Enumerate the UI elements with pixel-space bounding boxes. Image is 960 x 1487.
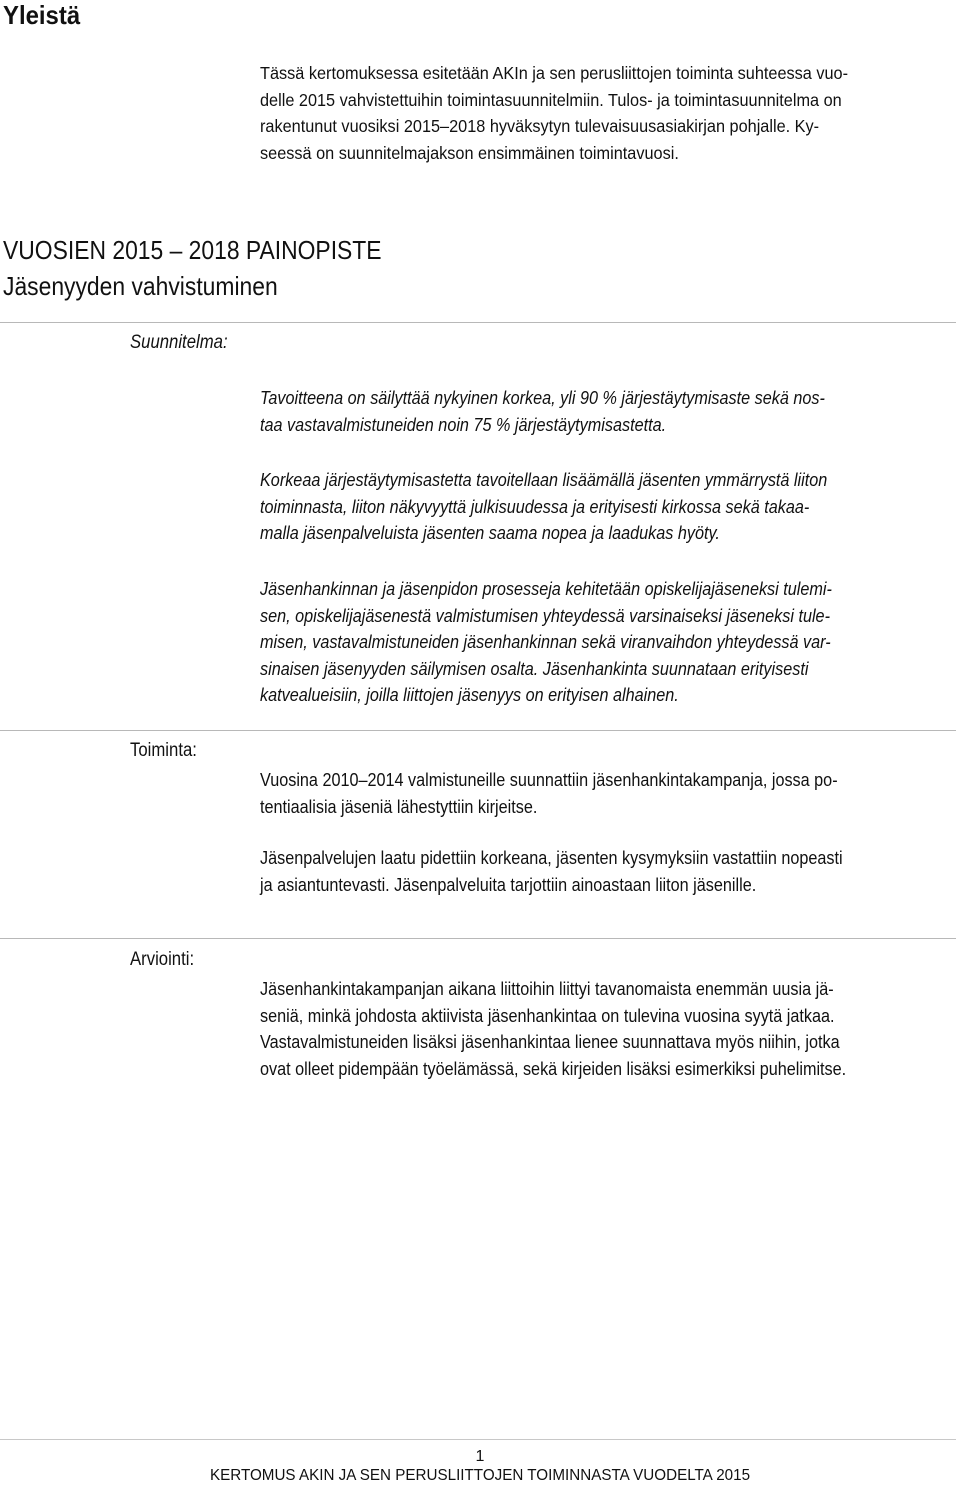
plan-paragraph — [260, 467, 890, 547]
intro-line: rakentunut vuosiksi 2015–2018 hyväksytyn tulevaisuusasiakirjan pohjalle. Ky- — [260, 116, 820, 136]
evaluation-paragraph — [260, 976, 890, 1082]
text-line: ja asiantuntevasti. Jäsenpalveluita tarjottiin ainoastaan liiton jäsenille. — [260, 874, 757, 895]
text-line: malla jäsenpalveluista jäsenten saama nopea ja laadukas hyöty. — [260, 523, 720, 543]
footer-divider — [0, 1439, 956, 1440]
focus-heading — [3, 232, 382, 304]
text-line: Vastavalmistuneiden lisäksi jäsenhankintaa lienee suunnattava myös niihin, jotka — [260, 1032, 840, 1052]
intro-paragraph — [260, 60, 911, 166]
text-line: Korkeaa järjestäytymisastetta tavoitellaan lisäämällä jäsenten ymmärrystä liiton — [260, 470, 828, 490]
plan-paragraph — [260, 385, 890, 438]
section-title: Yleistä — [3, 0, 81, 30]
text-line: katvealueisiin, joilla liittojen jäsenyys on erityisen alhainen. — [260, 685, 679, 705]
action-paragraph — [260, 767, 890, 820]
focus-subheading: Jäsenyyden vahvistuminen — [3, 271, 278, 301]
text-line: seniä, minkä johdosta aktiivista jäsenhankintaa on tulevina vuosina syytä jatkaa. — [260, 1005, 835, 1026]
text-line: Vuosina 2010–2014 valmistuneille suunnattiin jäsenhankintakampanja, jossa po- — [260, 770, 838, 790]
action-label: Toiminta: — [130, 740, 197, 761]
text-line: tentiaalisia jäseniä lähestyttiin kirjeitse. — [260, 796, 538, 817]
section-divider — [0, 938, 956, 939]
page-number: 1 — [475, 1448, 485, 1465]
section-divider — [0, 730, 956, 731]
text-line: Jäsenhankinnan ja jäsenpidon prosesseja kehitetään opiskelijajäseneksi tulemi- — [260, 579, 832, 599]
intro-line: Tässä kertomuksessa esitetään AKIn ja sen perusliittojen toiminta suhteessa vuo- — [260, 63, 849, 83]
intro-line: seessä on suunnitelmajakson ensimmäinen toimintavuosi. — [260, 142, 679, 163]
evaluation-label: Arviointi: — [130, 949, 195, 970]
plan-label: Suunnitelma: — [130, 332, 228, 353]
footer-title: KERTOMUS AKIN JA SEN PERUSLIITTOJEN TOIMINNASTA VUODELTA 2015 — [209, 1467, 751, 1484]
text-line: Tavoitteena on säilyttää nykyinen korkea, yli 90 % järjestäytymisaste sekä nos- — [260, 388, 825, 408]
section-divider — [0, 322, 956, 323]
intro-line: delle 2015 vahvistettuihin toimintasuunnitelmiin. Tulos- ja toimintasuunnitelma on — [260, 89, 842, 110]
text-line: Jäsenpalvelujen laatu pidettiin korkeana, jäsenten kysymyksiin vastattiin nopeasti — [260, 848, 843, 868]
plan-paragraph — [260, 576, 890, 709]
text-line: sen, opiskelijajäsenestä valmistumisen yhteydessä varsinaiseksi jäseneksi tule- — [260, 605, 830, 626]
text-line: ovat olleet pidempään työelämässä, sekä kirjeiden lisäksi esimerkiksi puhelimitse. — [260, 1058, 847, 1079]
text-line: Jäsenhankintakampanjan aikana liittoihin liittyi tavanomaista enemmän uusia jä- — [260, 979, 834, 999]
text-line: taa vastavalmistuneiden noin 75 % järjestäytymisastetta. — [260, 414, 667, 435]
text-line: toiminnasta, liiton näkyvyyttä julkisuudessa ja erityisesti kirkossa sekä takaa- — [260, 496, 810, 517]
focus-heading-line: VUOSIEN 2015 – 2018 PAINOPISTE — [3, 235, 382, 265]
text-line: misen, vastavalmistuneiden jäsenhankinnan sekä viranvaihdon yhteydessä var- — [260, 632, 831, 652]
text-line: sinaisen jäsenyyden säilymisen osalta. Jäsenhankinta suunnataan erityisesti — [260, 658, 809, 679]
action-paragraph — [260, 845, 890, 898]
